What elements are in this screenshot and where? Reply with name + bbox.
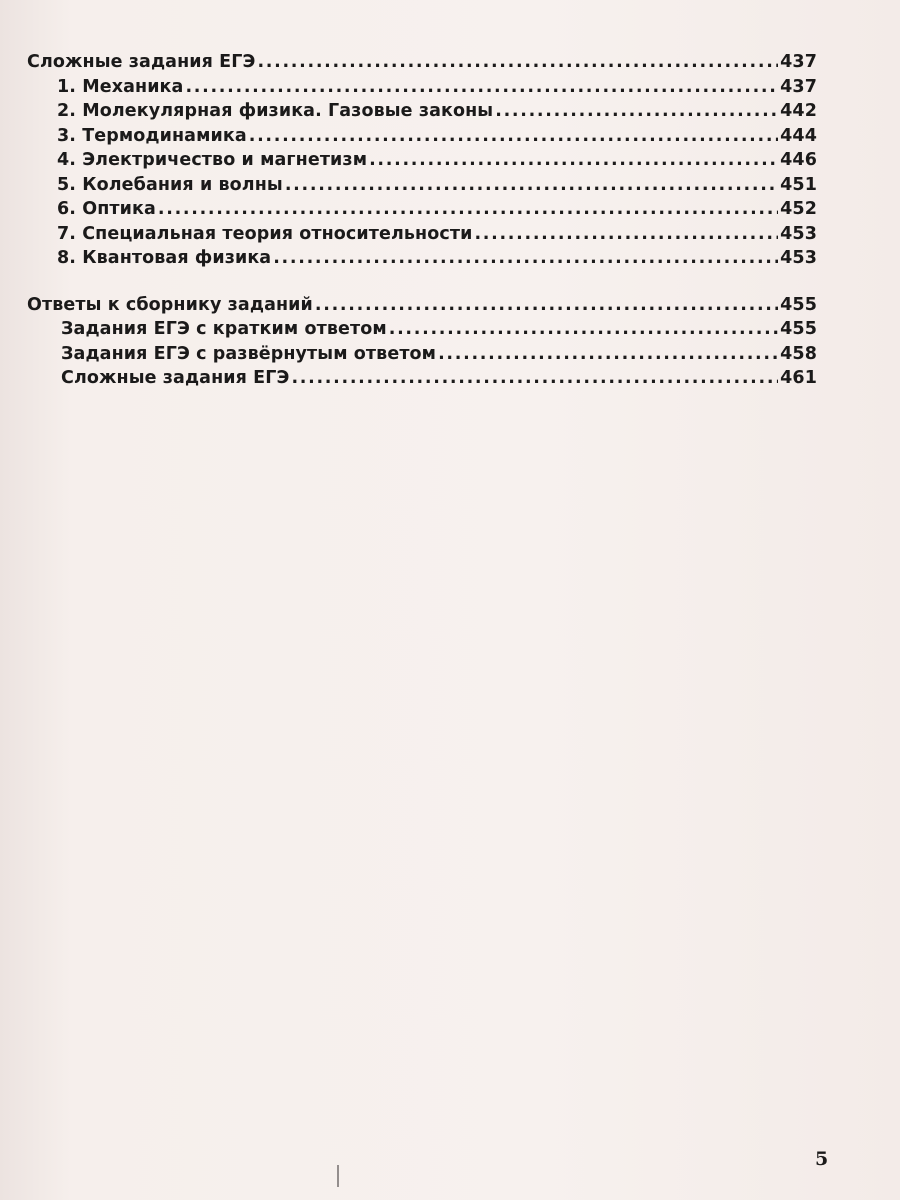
toc-item: [27, 199, 817, 224]
dot-leader: [474, 224, 778, 244]
toc-entry-page: 451: [780, 174, 817, 195]
toc-entry-title: 1. Механика: [57, 76, 184, 97]
dot-leader: [389, 319, 778, 339]
toc-entry-page: 453: [780, 223, 817, 244]
toc-item: [27, 126, 817, 151]
binding-mark: [337, 1165, 339, 1187]
toc-entry-page: 442: [780, 101, 817, 121]
dot-leader: [158, 199, 778, 219]
toc-entry-page: 444: [780, 125, 817, 146]
toc-entry-page: 458: [780, 343, 817, 364]
toc-item: [27, 224, 817, 249]
toc-item: [27, 101, 817, 126]
toc-entry-page: 461: [780, 368, 817, 388]
toc-section-heading: [27, 295, 817, 320]
toc-entry-title: 7. Специальная теория относительности: [57, 223, 473, 244]
toc-entry-title: 8. Квантовая физика: [57, 248, 272, 268]
section-spacer: [27, 273, 817, 295]
toc-entry-page: 455: [780, 319, 817, 339]
toc-entry-title: Задания ЕГЭ с развёрнутым ответом: [61, 343, 437, 364]
toc-entry-page: 453: [780, 248, 817, 268]
toc-item: [27, 344, 817, 369]
dot-leader: [257, 52, 778, 72]
toc-entry-page: 455: [780, 294, 817, 315]
dot-leader: [291, 368, 778, 388]
dot-leader: [438, 344, 778, 364]
toc-entry-title: Ответы к сборнику заданий: [27, 294, 313, 315]
toc-entry-title: 5. Колебания и волны: [57, 174, 283, 195]
dot-leader: [315, 295, 778, 315]
page-number: 5: [815, 1148, 829, 1170]
dot-leader: [495, 101, 778, 121]
toc-entry-title: Сложные задания ЕГЭ: [61, 368, 290, 388]
toc-entry-title: Сложные задания ЕГЭ: [27, 52, 256, 72]
toc-item: [27, 319, 817, 344]
toc-item: [27, 248, 817, 273]
toc-entry-title: 2. Молекулярная физика. Газовые законы: [57, 101, 494, 121]
toc-entry-page: 446: [780, 150, 817, 170]
toc-item: [27, 77, 817, 102]
table-of-contents: [27, 52, 817, 393]
toc-item: [27, 150, 817, 175]
dot-leader: [273, 248, 778, 268]
toc-entry-page: 452: [780, 199, 817, 219]
toc-item: [27, 175, 817, 200]
toc-entry-page: 437: [780, 52, 817, 72]
dot-leader: [285, 175, 778, 195]
toc-entry-page: 437: [780, 76, 817, 97]
toc-entry-title: 4. Электричество и магнетизм: [57, 150, 368, 170]
toc-entry-title: 3. Термодинамика: [57, 125, 247, 146]
toc-entry-title: Задания ЕГЭ с кратким ответом: [61, 319, 387, 339]
dot-leader: [249, 126, 778, 146]
toc-item: [27, 368, 817, 393]
toc-entry-title: 6. Оптика: [57, 199, 156, 219]
toc-section-heading: [27, 52, 817, 77]
dot-leader: [369, 150, 778, 170]
dot-leader: [185, 77, 778, 97]
